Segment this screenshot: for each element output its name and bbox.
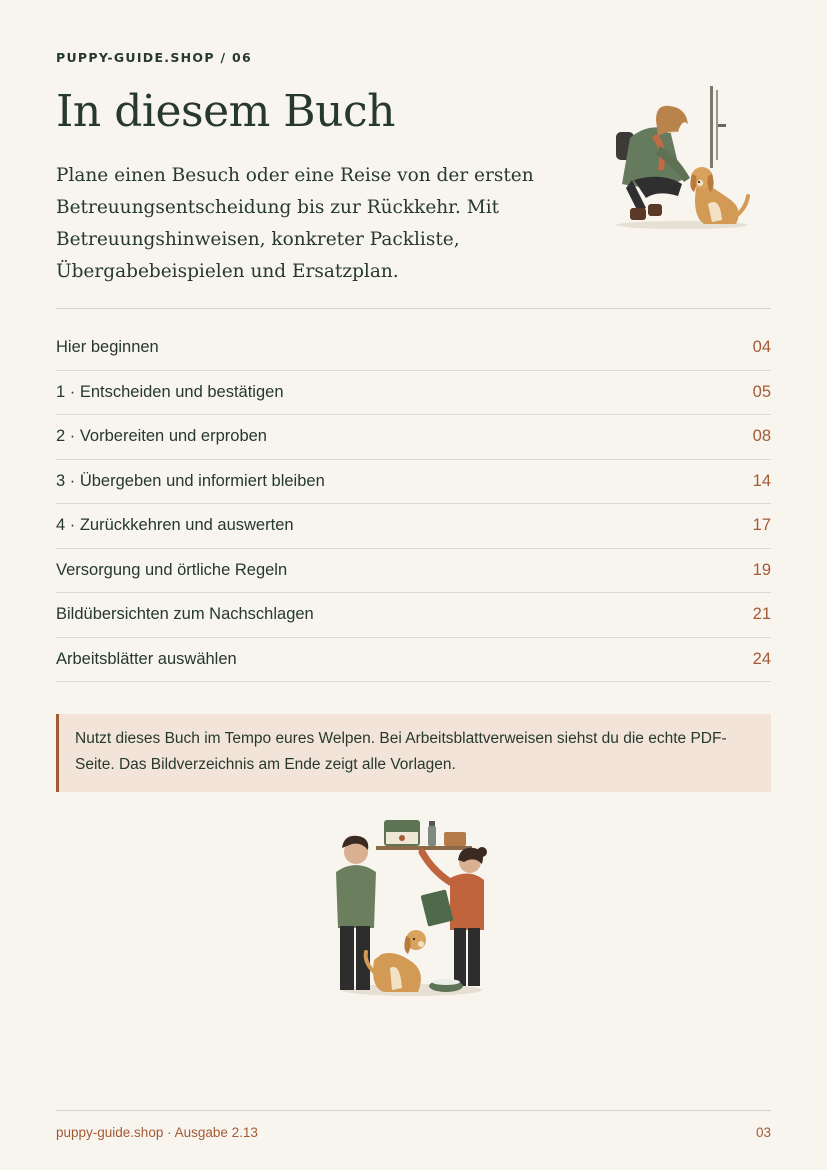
intro-text: Plane einen Besuch oder eine Reise von der ersten Betreuungsentscheidung bis zur Rückkehr. Mit Betreuungshinweisen, konkreter Packliste, Übergabebeispielen und Ersatzplan. <box>56 165 534 282</box>
toc-entry-label: Arbeitsblätter auswählen <box>56 649 237 668</box>
toc-entry-label: 2 · Vorbereiten und erproben <box>56 427 267 446</box>
toc-entry-page: 19 <box>752 560 771 579</box>
toc-entry-hier-beginnen[interactable] <box>56 326 771 371</box>
toc-entry-page: 17 <box>752 516 771 535</box>
couple-with-puppy-illustration <box>322 812 492 1002</box>
note-callout: Nutzt dieses Buch im Tempo eures Welpen. Bei Arbeitsblattverweisen siehst du die echte PDF-Seite. Das Bildverzeichnis am Ende zeigt alle Vorlagen. <box>56 714 771 792</box>
footer-edition: puppy-guide.shop · Ausgabe 2.13 <box>56 1125 258 1140</box>
table-of-contents <box>56 326 771 682</box>
toc-entry-arbeitsblaetter[interactable] <box>56 638 771 683</box>
woman-petting-puppy-illustration <box>612 84 752 234</box>
toc-entry-label: 4 · Zurückkehren und auswerten <box>56 516 294 535</box>
toc-entry-page: 14 <box>752 471 771 490</box>
page-number: 03 <box>755 1125 771 1140</box>
toc-entry-bilduebersichten[interactable] <box>56 593 771 638</box>
toc-entry-label: Bildübersichten zum Nachschlagen <box>56 605 314 624</box>
footer-divider <box>56 1110 771 1111</box>
toc-entry-vorbereiten[interactable] <box>56 415 771 460</box>
toc-entry-label: 3 · Übergeben und informiert bleiben <box>56 471 325 490</box>
toc-entry-uebergeben[interactable] <box>56 460 771 505</box>
toc-entry-versorgung[interactable] <box>56 549 771 594</box>
toc-entry-label: 1 · Entscheiden und bestätigen <box>56 382 284 401</box>
book-page <box>56 0 771 1170</box>
toc-entry-page: 21 <box>752 605 771 624</box>
toc-entry-page: 05 <box>752 382 771 401</box>
toc-entry-entscheiden[interactable] <box>56 371 771 416</box>
toc-entry-page: 24 <box>752 649 771 668</box>
kicker: PUPPY-GUIDE.SHOP / 06 <box>56 50 252 65</box>
divider <box>56 308 771 309</box>
toc-entry-zurueckkehren[interactable] <box>56 504 771 549</box>
toc-entry-page: 04 <box>752 338 771 357</box>
toc-entry-label: Versorgung und örtliche Regeln <box>56 560 288 579</box>
toc-entry-page: 08 <box>752 427 771 446</box>
toc-entry-label: Hier beginnen <box>56 338 159 357</box>
page-title: In diesem Buch <box>56 86 395 137</box>
